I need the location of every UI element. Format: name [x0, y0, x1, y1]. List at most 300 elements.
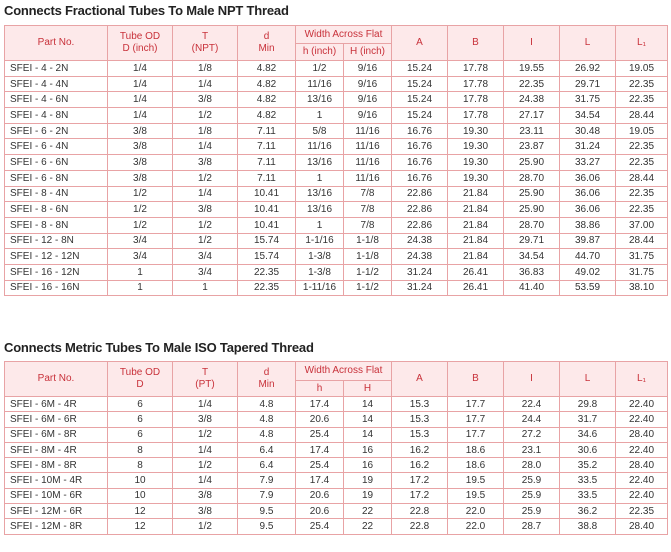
- cell-l: 33.27: [560, 155, 616, 171]
- cell-h-small: 11/16: [296, 76, 344, 92]
- table-row: [5, 280, 668, 296]
- cell-tube-od: 1/2: [108, 202, 173, 218]
- cell-tube-od: 8: [108, 458, 173, 473]
- cell-l1: 28.40: [616, 519, 668, 534]
- cell-tube-od: 1/2: [108, 186, 173, 202]
- cell-h-small: 17.4: [296, 473, 344, 488]
- cell-tube-od: 3/8: [108, 155, 173, 171]
- cell-thread: 1/2: [173, 233, 238, 249]
- cell-a: 22.86: [392, 186, 448, 202]
- cell-b: 17.7: [448, 427, 504, 442]
- cell-l: 26.92: [560, 61, 616, 77]
- table-row: [5, 233, 668, 249]
- cell-thread: 3/8: [173, 412, 238, 427]
- cell-l: 38.8: [560, 519, 616, 534]
- cell-thread: 1/2: [173, 519, 238, 534]
- cell-b: 17.78: [448, 61, 504, 77]
- cell-part-no: SFEI - 6 - 6N: [5, 155, 108, 171]
- cell-l: 31.7: [560, 412, 616, 427]
- cell-a: 31.24: [392, 264, 448, 280]
- cell-l: 49.02: [560, 264, 616, 280]
- cell-i: 25.90: [504, 155, 560, 171]
- header-l1: L₁: [616, 26, 668, 61]
- table-row: [5, 202, 668, 218]
- cell-i: 22.35: [504, 76, 560, 92]
- table1-title: Connects Fractional Tubes To Male NPT Thread: [4, 3, 289, 18]
- header-l1: L₁: [616, 362, 668, 397]
- cell-l1: 22.35: [616, 76, 668, 92]
- cell-l1: 22.35: [616, 186, 668, 202]
- cell-l: 44.70: [560, 249, 616, 265]
- cell-h-large: 9/16: [344, 76, 392, 92]
- header-a: A: [392, 26, 448, 61]
- cell-thread: 1/4: [173, 186, 238, 202]
- cell-b: 17.78: [448, 108, 504, 124]
- header-l: L: [560, 362, 616, 397]
- cell-l: 29.71: [560, 76, 616, 92]
- cell-l1: 22.40: [616, 488, 668, 503]
- cell-tube-od: 8: [108, 442, 173, 457]
- header-h-small: h (inch): [296, 44, 344, 61]
- cell-part-no: SFEI - 16 - 12N: [5, 264, 108, 280]
- cell-i: 28.0: [504, 458, 560, 473]
- cell-tube-od: 1: [108, 264, 173, 280]
- header-l: L: [560, 26, 616, 61]
- cell-h-large: 1-1/2: [344, 280, 392, 296]
- cell-part-no: SFEI - 12 - 8N: [5, 233, 108, 249]
- cell-h-large: 11/16: [344, 155, 392, 171]
- cell-thread: 3/8: [173, 155, 238, 171]
- cell-a: 22.86: [392, 217, 448, 233]
- cell-a: 22.8: [392, 519, 448, 534]
- cell-tube-od: 1/4: [108, 61, 173, 77]
- header-i: I: [504, 362, 560, 397]
- cell-d-min: 4.8: [238, 397, 296, 412]
- cell-i: 41.40: [504, 280, 560, 296]
- cell-a: 15.3: [392, 427, 448, 442]
- cell-i: 23.11: [504, 123, 560, 139]
- header-b: B: [448, 26, 504, 61]
- cell-h-large: 19: [344, 488, 392, 503]
- cell-h-small: 25.4: [296, 458, 344, 473]
- cell-h-small: 1-3/8: [296, 249, 344, 265]
- cell-i: 34.54: [504, 249, 560, 265]
- header-i: I: [504, 26, 560, 61]
- cell-thread: 3/8: [173, 488, 238, 503]
- cell-h-large: 9/16: [344, 61, 392, 77]
- cell-l1: 38.10: [616, 280, 668, 296]
- cell-tube-od: 1: [108, 280, 173, 296]
- table-row: [5, 170, 668, 186]
- cell-d-min: 10.41: [238, 202, 296, 218]
- cell-tube-od: 3/8: [108, 139, 173, 155]
- cell-l1: 31.75: [616, 264, 668, 280]
- cell-b: 17.7: [448, 412, 504, 427]
- cell-l1: 37.00: [616, 217, 668, 233]
- cell-b: 21.84: [448, 249, 504, 265]
- cell-d-min: 4.82: [238, 92, 296, 108]
- cell-h-small: 11/16: [296, 139, 344, 155]
- cell-i: 25.9: [504, 488, 560, 503]
- header-tube-od: Tube OD D (inch): [108, 26, 173, 61]
- cell-part-no: SFEI - 8M - 8R: [5, 458, 108, 473]
- table-row: [5, 139, 668, 155]
- cell-l: 36.2: [560, 504, 616, 519]
- table-row: [5, 155, 668, 171]
- cell-i: 27.17: [504, 108, 560, 124]
- cell-thread: 3/8: [173, 504, 238, 519]
- cell-i: 23.87: [504, 139, 560, 155]
- cell-i: 28.7: [504, 519, 560, 534]
- cell-tube-od: 12: [108, 519, 173, 534]
- cell-l1: 22.40: [616, 412, 668, 427]
- cell-a: 16.76: [392, 139, 448, 155]
- cell-d-min: 4.8: [238, 427, 296, 442]
- cell-h-small: 1/2: [296, 61, 344, 77]
- cell-thread: 1/4: [173, 397, 238, 412]
- cell-l1: 28.40: [616, 427, 668, 442]
- cell-l1: 28.44: [616, 108, 668, 124]
- cell-h-small: 1: [296, 170, 344, 186]
- cell-b: 19.5: [448, 473, 504, 488]
- table-row: [5, 458, 668, 473]
- cell-b: 19.30: [448, 155, 504, 171]
- cell-part-no: SFEI - 6 - 4N: [5, 139, 108, 155]
- table-row: [5, 108, 668, 124]
- cell-d-min: 7.11: [238, 123, 296, 139]
- cell-h-large: 14: [344, 427, 392, 442]
- cell-part-no: SFEI - 8 - 6N: [5, 202, 108, 218]
- header-part-no: Part No.: [5, 26, 108, 61]
- cell-part-no: SFEI - 4 - 8N: [5, 108, 108, 124]
- cell-h-large: 22: [344, 504, 392, 519]
- cell-d-min: 10.41: [238, 186, 296, 202]
- cell-tube-od: 1/4: [108, 76, 173, 92]
- cell-part-no: SFEI - 6 - 8N: [5, 170, 108, 186]
- cell-part-no: SFEI - 4 - 4N: [5, 76, 108, 92]
- cell-b: 18.6: [448, 458, 504, 473]
- cell-thread: 1/2: [173, 217, 238, 233]
- cell-h-large: 11/16: [344, 123, 392, 139]
- cell-tube-od: 3/4: [108, 233, 173, 249]
- cell-l1: 22.40: [616, 397, 668, 412]
- cell-l1: 22.35: [616, 92, 668, 108]
- cell-h-small: 1: [296, 217, 344, 233]
- cell-part-no: SFEI - 10M - 6R: [5, 488, 108, 503]
- cell-l: 29.8: [560, 397, 616, 412]
- cell-d-min: 4.82: [238, 76, 296, 92]
- table-row: [5, 186, 668, 202]
- cell-thread: 3/4: [173, 264, 238, 280]
- cell-d-min: 9.5: [238, 504, 296, 519]
- cell-thread: 1: [173, 280, 238, 296]
- cell-h-small: 13/16: [296, 155, 344, 171]
- cell-h-small: 13/16: [296, 186, 344, 202]
- cell-h-large: 1-1/8: [344, 249, 392, 265]
- cell-a: 15.24: [392, 92, 448, 108]
- header-a: A: [392, 362, 448, 397]
- cell-a: 17.2: [392, 488, 448, 503]
- cell-l1: 28.40: [616, 458, 668, 473]
- cell-d-min: 22.35: [238, 264, 296, 280]
- header-width-across-flat: Width Across Flat: [296, 26, 392, 44]
- table-row: [5, 504, 668, 519]
- cell-tube-od: 1/4: [108, 108, 173, 124]
- cell-d-min: 15.74: [238, 249, 296, 265]
- cell-thread: 1/2: [173, 458, 238, 473]
- cell-h-small: 25.4: [296, 519, 344, 534]
- cell-h-small: 1-3/8: [296, 264, 344, 280]
- cell-tube-od: 12: [108, 504, 173, 519]
- header-b: B: [448, 362, 504, 397]
- cell-a: 22.8: [392, 504, 448, 519]
- cell-l: 33.5: [560, 473, 616, 488]
- cell-b: 19.30: [448, 123, 504, 139]
- header-width-across-flat: Width Across Flat: [296, 362, 392, 381]
- cell-i: 28.70: [504, 170, 560, 186]
- cell-l1: 28.44: [616, 233, 668, 249]
- cell-thread: 1/4: [173, 473, 238, 488]
- cell-i: 24.38: [504, 92, 560, 108]
- cell-h-small: 1-1/16: [296, 233, 344, 249]
- cell-i: 19.55: [504, 61, 560, 77]
- cell-i: 25.90: [504, 202, 560, 218]
- cell-thread: 1/8: [173, 61, 238, 77]
- cell-thread: 1/4: [173, 76, 238, 92]
- cell-l: 33.5: [560, 488, 616, 503]
- cell-b: 21.84: [448, 233, 504, 249]
- cell-l: 31.75: [560, 92, 616, 108]
- header-h-large: H (inch): [344, 44, 392, 61]
- cell-d-min: 7.11: [238, 139, 296, 155]
- cell-l1: 19.05: [616, 61, 668, 77]
- cell-h-small: 13/16: [296, 202, 344, 218]
- cell-h-small: 20.6: [296, 504, 344, 519]
- cell-h-large: 16: [344, 458, 392, 473]
- cell-l: 39.87: [560, 233, 616, 249]
- cell-thread: 1/2: [173, 170, 238, 186]
- cell-tube-od: 3/8: [108, 123, 173, 139]
- cell-h-small: 1-11/16: [296, 280, 344, 296]
- cell-h-large: 19: [344, 473, 392, 488]
- table-row: [5, 123, 668, 139]
- cell-h-large: 1-1/8: [344, 233, 392, 249]
- cell-a: 16.76: [392, 170, 448, 186]
- header-tube-od: Tube OD D: [108, 362, 173, 397]
- cell-l: 36.06: [560, 170, 616, 186]
- header-thread: T (PT): [173, 362, 238, 397]
- cell-b: 19.30: [448, 139, 504, 155]
- cell-l: 34.54: [560, 108, 616, 124]
- table-row: [5, 264, 668, 280]
- cell-d-min: 4.82: [238, 108, 296, 124]
- cell-b: 17.78: [448, 92, 504, 108]
- table-row: [5, 488, 668, 503]
- cell-d-min: 6.4: [238, 442, 296, 457]
- cell-tube-od: 6: [108, 397, 173, 412]
- cell-h-large: 11/16: [344, 170, 392, 186]
- cell-l1: 22.40: [616, 473, 668, 488]
- cell-i: 28.70: [504, 217, 560, 233]
- cell-b: 22.0: [448, 504, 504, 519]
- cell-part-no: SFEI - 12M - 8R: [5, 519, 108, 534]
- cell-tube-od: 6: [108, 412, 173, 427]
- cell-h-large: 22: [344, 519, 392, 534]
- table2-title: Connects Metric Tubes To Male ISO Tapered Thread: [4, 340, 314, 355]
- header-thread: T (NPT): [173, 26, 238, 61]
- npt-dimensions-table: [4, 25, 668, 296]
- cell-b: 19.30: [448, 170, 504, 186]
- cell-tube-od: 3/8: [108, 170, 173, 186]
- cell-b: 18.6: [448, 442, 504, 457]
- cell-tube-od: 3/4: [108, 249, 173, 265]
- cell-a: 24.38: [392, 233, 448, 249]
- cell-b: 21.84: [448, 186, 504, 202]
- cell-part-no: SFEI - 12 - 12N: [5, 249, 108, 265]
- cell-a: 16.76: [392, 123, 448, 139]
- cell-b: 26.41: [448, 264, 504, 280]
- cell-a: 16.2: [392, 442, 448, 457]
- cell-a: 16.2: [392, 458, 448, 473]
- cell-a: 17.2: [392, 473, 448, 488]
- cell-b: 19.5: [448, 488, 504, 503]
- cell-d-min: 7.11: [238, 155, 296, 171]
- cell-tube-od: 10: [108, 488, 173, 503]
- cell-d-min: 6.4: [238, 458, 296, 473]
- cell-l: 30.48: [560, 123, 616, 139]
- header-h-small: h: [296, 381, 344, 397]
- cell-a: 24.38: [392, 249, 448, 265]
- cell-l: 36.06: [560, 202, 616, 218]
- cell-l1: 22.35: [616, 155, 668, 171]
- cell-h-large: 7/8: [344, 186, 392, 202]
- cell-l1: 22.40: [616, 442, 668, 457]
- cell-i: 25.9: [504, 473, 560, 488]
- header-h-large: H: [344, 381, 392, 397]
- cell-d-min: 7.9: [238, 473, 296, 488]
- table-row: [5, 412, 668, 427]
- cell-l: 38.86: [560, 217, 616, 233]
- cell-thread: 1/4: [173, 442, 238, 457]
- cell-h-large: 16: [344, 442, 392, 457]
- table-row: [5, 217, 668, 233]
- cell-h-large: 11/16: [344, 139, 392, 155]
- table-row: [5, 473, 668, 488]
- cell-tube-od: 6: [108, 427, 173, 442]
- cell-thread: 1/4: [173, 139, 238, 155]
- cell-part-no: SFEI - 6M - 8R: [5, 427, 108, 442]
- cell-d-min: 10.41: [238, 217, 296, 233]
- cell-h-large: 7/8: [344, 202, 392, 218]
- cell-part-no: SFEI - 6M - 4R: [5, 397, 108, 412]
- cell-i: 23.1: [504, 442, 560, 457]
- cell-b: 17.78: [448, 76, 504, 92]
- cell-h-small: 20.6: [296, 412, 344, 427]
- table-row: [5, 427, 668, 442]
- cell-tube-od: 1/4: [108, 92, 173, 108]
- cell-l: 30.6: [560, 442, 616, 457]
- cell-h-large: 14: [344, 412, 392, 427]
- cell-l1: 22.35: [616, 504, 668, 519]
- iso-dimensions-table: [4, 361, 668, 535]
- header-part-no: Part No.: [5, 362, 108, 397]
- cell-l1: 22.35: [616, 139, 668, 155]
- cell-a: 15.3: [392, 397, 448, 412]
- cell-part-no: SFEI - 8 - 4N: [5, 186, 108, 202]
- cell-a: 15.3: [392, 412, 448, 427]
- cell-h-small: 25.4: [296, 427, 344, 442]
- cell-h-small: 5/8: [296, 123, 344, 139]
- table-row: [5, 519, 668, 534]
- header-d-min: d Min: [238, 362, 296, 397]
- table-row: [5, 92, 668, 108]
- cell-thread: 3/4: [173, 249, 238, 265]
- cell-h-large: 9/16: [344, 108, 392, 124]
- cell-i: 24.4: [504, 412, 560, 427]
- cell-i: 25.90: [504, 186, 560, 202]
- table-row: [5, 61, 668, 77]
- cell-l: 34.6: [560, 427, 616, 442]
- cell-h-large: 9/16: [344, 92, 392, 108]
- cell-h-large: 7/8: [344, 217, 392, 233]
- cell-l1: 28.44: [616, 170, 668, 186]
- cell-d-min: 9.5: [238, 519, 296, 534]
- cell-part-no: SFEI - 10M - 4R: [5, 473, 108, 488]
- cell-thread: 3/8: [173, 92, 238, 108]
- cell-d-min: 4.82: [238, 61, 296, 77]
- cell-i: 29.71: [504, 233, 560, 249]
- cell-d-min: 7.9: [238, 488, 296, 503]
- cell-a: 15.24: [392, 108, 448, 124]
- cell-part-no: SFEI - 6 - 2N: [5, 123, 108, 139]
- cell-d-min: 15.74: [238, 233, 296, 249]
- cell-h-small: 17.4: [296, 442, 344, 457]
- cell-tube-od: 1/2: [108, 217, 173, 233]
- cell-a: 15.24: [392, 61, 448, 77]
- cell-i: 36.83: [504, 264, 560, 280]
- cell-part-no: SFEI - 4 - 6N: [5, 92, 108, 108]
- cell-a: 31.24: [392, 280, 448, 296]
- cell-l: 53.59: [560, 280, 616, 296]
- table-row: [5, 76, 668, 92]
- cell-part-no: SFEI - 6M - 6R: [5, 412, 108, 427]
- cell-d-min: 7.11: [238, 170, 296, 186]
- cell-h-small: 17.4: [296, 397, 344, 412]
- cell-h-large: 1-1/2: [344, 264, 392, 280]
- cell-l1: 31.75: [616, 249, 668, 265]
- cell-l: 31.24: [560, 139, 616, 155]
- cell-tube-od: 10: [108, 473, 173, 488]
- cell-h-small: 20.6: [296, 488, 344, 503]
- cell-a: 22.86: [392, 202, 448, 218]
- cell-i: 22.4: [504, 397, 560, 412]
- cell-thread: 1/2: [173, 108, 238, 124]
- cell-h-large: 14: [344, 397, 392, 412]
- cell-thread: 1/8: [173, 123, 238, 139]
- cell-part-no: SFEI - 12M - 6R: [5, 504, 108, 519]
- cell-d-min: 4.8: [238, 412, 296, 427]
- cell-part-no: SFEI - 16 - 16N: [5, 280, 108, 296]
- cell-thread: 3/8: [173, 202, 238, 218]
- table-row: [5, 397, 668, 412]
- cell-part-no: SFEI - 4 - 2N: [5, 61, 108, 77]
- cell-l1: 19.05: [616, 123, 668, 139]
- cell-i: 25.9: [504, 504, 560, 519]
- table-row: [5, 442, 668, 457]
- table-row: [5, 249, 668, 265]
- cell-part-no: SFEI - 8 - 8N: [5, 217, 108, 233]
- cell-h-small: 1: [296, 108, 344, 124]
